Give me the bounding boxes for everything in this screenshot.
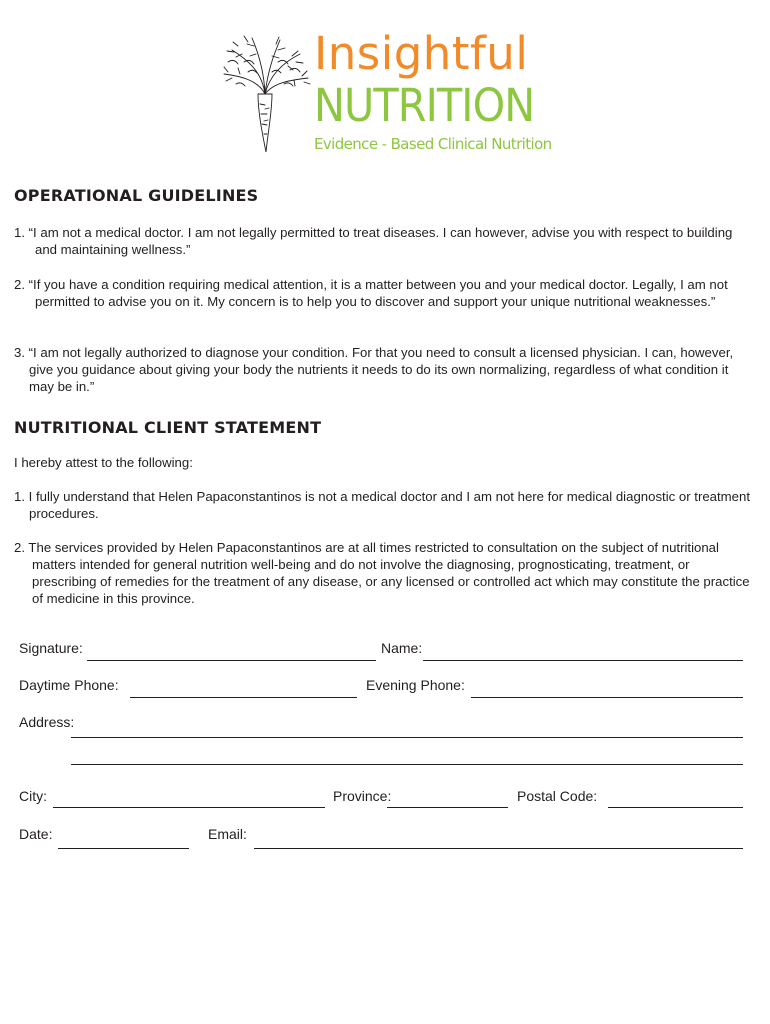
name-label: Name: <box>381 640 423 656</box>
brand-tagline: Evidence - Based Clinical Nutrition <box>314 135 552 153</box>
email-field[interactable] <box>254 848 743 849</box>
daytime-phone-label: Daytime Phone: <box>19 677 119 693</box>
province-field[interactable] <box>387 807 508 808</box>
name-field[interactable] <box>423 660 743 661</box>
province-label: Province: <box>333 788 392 804</box>
address-label: Address: <box>19 714 75 730</box>
logo <box>218 28 558 158</box>
statement-intro: I hereby attest to the following: <box>14 455 193 470</box>
brand-name-line1: Insightful <box>314 27 529 80</box>
signature-field[interactable] <box>87 660 376 661</box>
guideline-item: 3. “I am not legally authorized to diagnose your condition. For that you need to consult a licensed physician. I can, however, give you guidance about giving your body the nutrients it needs to do its own normalizing, regardless of what condition it may be in.” <box>14 345 734 394</box>
client-statement-heading: NUTRITIONAL CLIENT STATEMENT <box>14 418 322 437</box>
city-field[interactable] <box>53 807 325 808</box>
evening-phone-label: Evening Phone: <box>366 677 465 693</box>
brand-name-line2: NUTRITION <box>314 79 535 132</box>
statement-item: 1. I fully understand that Helen Papaconstantinos is not a medical doctor and I am not here for medical diagnostic or treatment procedures. <box>14 489 750 521</box>
guideline-item: 2. “If you have a condition requiring medical attention, it is a matter between you and your medical doctor. Legally, I am not permitted to advise you on it. My concern is to help you to discover and support your unique nutritional weaknesses.” <box>14 277 728 309</box>
signature-label: Signature: <box>19 640 83 656</box>
statement-item: 2. The services provided by Helen Papaconstantinos are at all times restricted to consultation on the subject of nutritional matters intended for general nutrition well-being and do not involve the diagnosing, prognosticating, treatment, or prescribing of remedies for the treatment of any disease, or any licensed or controlled act which may constitute the practice of medicine in this province. <box>14 540 750 606</box>
guideline-item: 1. “I am not a medical doctor. I am not legally permitted to treat diseases. I can however, advise you with respect to building and maintaining wellness.” <box>14 225 733 257</box>
carrot-icon <box>218 32 314 154</box>
address-field-line1[interactable] <box>71 737 743 738</box>
daytime-phone-field[interactable] <box>130 697 357 698</box>
date-label: Date: <box>19 826 53 842</box>
postal-code-field[interactable] <box>608 807 743 808</box>
city-label: City: <box>19 788 47 804</box>
email-label: Email: <box>208 826 247 842</box>
date-field[interactable] <box>58 848 189 849</box>
postal-code-label: Postal Code: <box>517 788 598 804</box>
evening-phone-field[interactable] <box>471 697 743 698</box>
operational-guidelines-heading: OPERATIONAL GUIDELINES <box>14 186 259 205</box>
address-field-line2[interactable] <box>71 764 743 765</box>
